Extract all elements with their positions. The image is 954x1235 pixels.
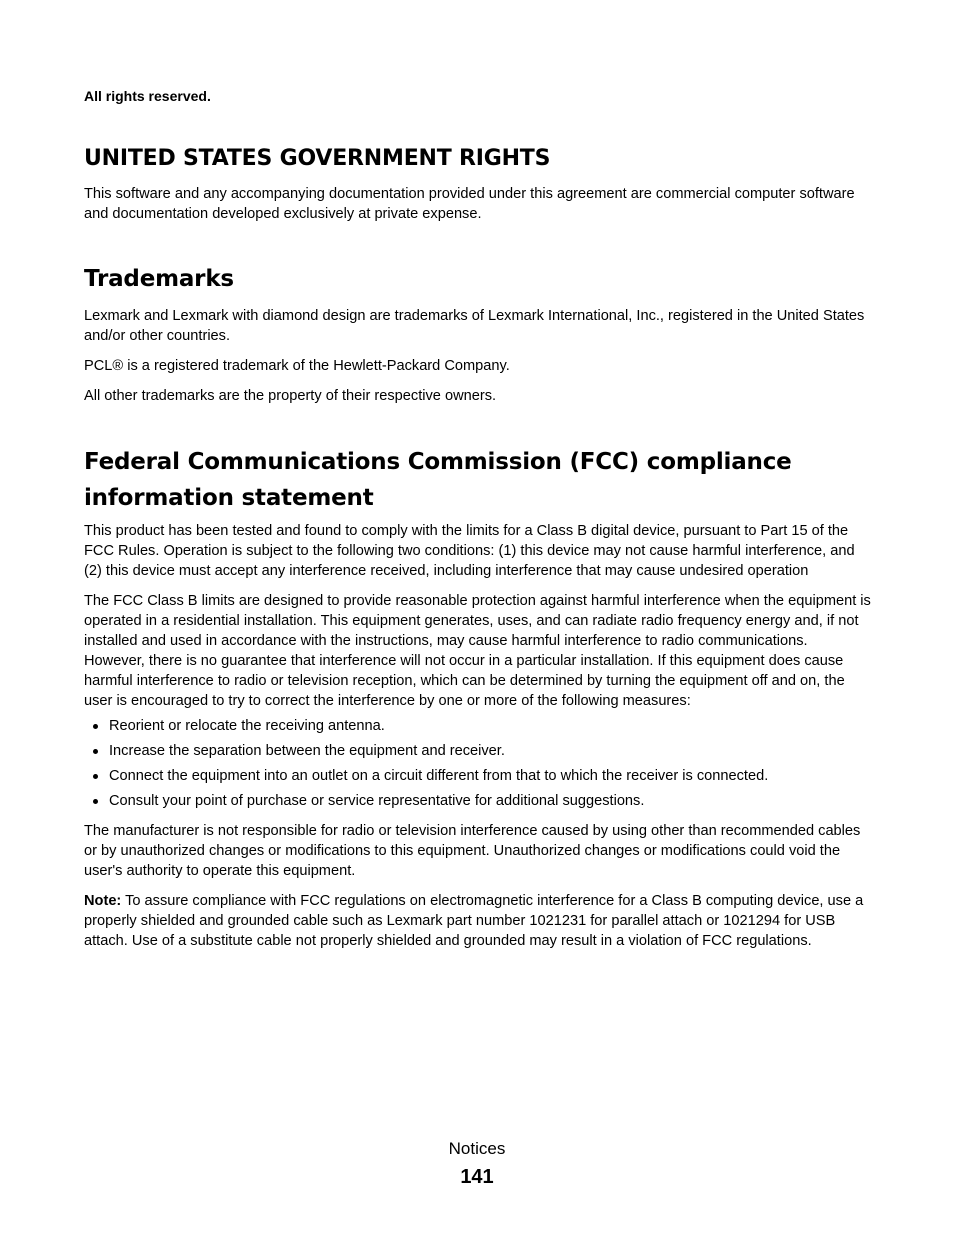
bullet-icon: [93, 724, 98, 729]
bullet-icon: [93, 774, 98, 779]
list-item: [84, 791, 872, 811]
fcc-section: [84, 521, 872, 961]
fcc-paragraph: This product has been tested and found to comply with the limits for a Class B digital device, pursuant to Part 15 of the FCC Rules. Operation is subject to the following two conditions: (1) this device may not cause harmful interference, and (2) this device must accept any interference received, including interference that may cause undesired operation: [84, 523, 855, 579]
measure-text: Connect the equipment into an outlet on a circuit different from that to which the receiver is connected.: [109, 768, 769, 784]
measure-text: Reorient or relocate the receiving antenna.: [109, 718, 385, 734]
fcc-measures-list: [84, 716, 872, 811]
trademarks-heading: Trademarks: [84, 266, 234, 292]
measure-text: Increase the separation between the equipment and receiver.: [109, 743, 505, 759]
trademarks-paragraph: PCL® is a registered trademark of the Hewlett-Packard Company.: [84, 358, 510, 374]
page-number: 141: [460, 1166, 494, 1188]
trademarks-section: [84, 306, 872, 416]
bullet-icon: [93, 749, 98, 754]
list-item: [84, 766, 872, 786]
gov-rights-paragraph: This software and any accompanying documentation provided under this agreement are commercial computer software and documentation developed exclusively at private expense.: [84, 186, 855, 222]
measure-text: Consult your point of purchase or service representative for additional suggestions.: [109, 793, 645, 809]
bullet-icon: [93, 799, 98, 804]
note-text: To assure compliance with FCC regulations on electromagnetic interference for a Class B computing device, use a properly shielded and grounded cable such as Lexmark part number 1021231 for parallel attach or 1021294 for USB attach. Use of a substitute cable not properly shielded and grounded may result in a violation of FCC regulations.: [84, 893, 864, 949]
list-item: [84, 741, 872, 761]
rights-reserved-text: All rights reserved.: [84, 88, 211, 104]
footer-section-name: Notices: [448, 1139, 506, 1158]
gov-rights-heading: UNITED STATES GOVERNMENT RIGHTS: [84, 146, 551, 171]
trademarks-paragraph: Lexmark and Lexmark with diamond design are trademarks of Lexmark International, Inc., registered in the United States and/or other countries.: [84, 308, 865, 344]
list-item: [84, 716, 872, 736]
fcc-paragraph: The FCC Class B limits are designed to provide reasonable protection against harmful interference when the equipment is operated in a residential installation. This equipment generates, uses, and can radiate radio frequency energy and, if not installed and used in accordance with the instructions, may cause harmful interference to radio communications. However, there is no guarantee that interference will not occur in a particular installation. If this equipment does cause harmful interference to radio or television reception, which can be determined by turning the equipment off and on, the user is encouraged to try to correct the interference by one or more of the following measures:: [84, 593, 871, 709]
fcc-heading: Federal Communications Commission (FCC) compliance information statement: [84, 449, 792, 511]
trademarks-paragraph: All other trademarks are the property of their respective owners.: [84, 388, 497, 404]
manufacturer-paragraph: The manufacturer is not responsible for radio or television interference caused by using other than recommended cables or by unauthorized changes or modifications to this equipment. Unauthorized changes or modifications could void the user's authority to operate this equipment.: [84, 823, 861, 879]
gov-rights-section: [84, 184, 872, 234]
note-label: Note:: [84, 893, 122, 909]
note-paragraph: [84, 891, 872, 951]
